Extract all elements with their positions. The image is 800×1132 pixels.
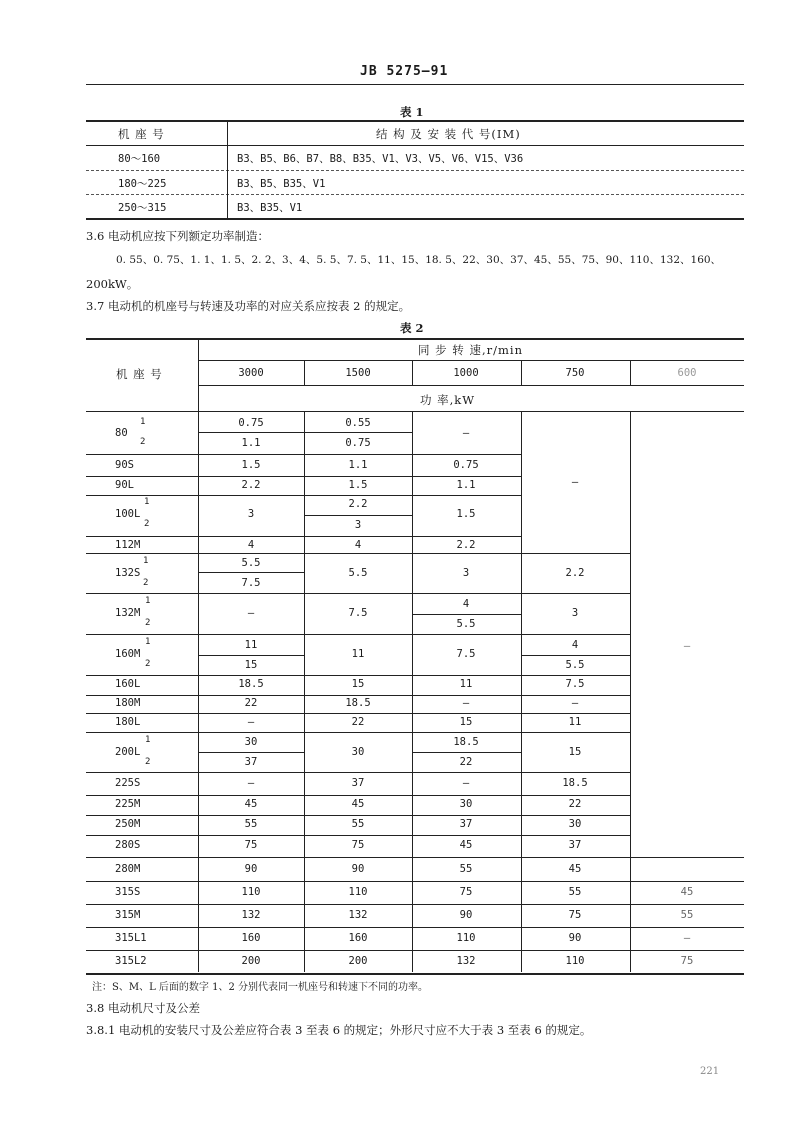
table-2-speed-1500: 1500 <box>345 367 371 379</box>
power-cell-600: 75 <box>680 955 694 967</box>
frame-cell: 225M <box>115 798 141 810</box>
power-cell-1500: 15 <box>351 678 365 690</box>
power-cell-1000: 5.5 <box>456 618 476 630</box>
power-cell-1500: 11 <box>351 648 365 660</box>
section-3-6-line-1: 0. 55、0. 75、1. 1、1. 5、2. 2、3、4、5. 5、7. 5、11、15、18. 5、22、30、37、45、55、75、90、110、132、160、 <box>116 254 722 266</box>
power-cell-3000: 75 <box>244 839 258 851</box>
power-cell-1500: 3 <box>354 519 362 531</box>
power-cell-3000: 1.5 <box>241 459 261 471</box>
frame-cell: 315M <box>115 909 141 921</box>
table-2-speed-750: 750 <box>565 367 585 379</box>
power-cell-750: — <box>571 476 579 488</box>
power-cell-1500: 75 <box>351 839 365 851</box>
power-cell-1000: — <box>462 777 470 789</box>
power-cell-1000: 75 <box>459 886 473 898</box>
frame-cell: 132M <box>115 607 141 619</box>
power-cell-1000: — <box>462 697 470 709</box>
frame-sub-index: 1 <box>140 417 146 427</box>
power-cell-1000: 55 <box>459 863 473 875</box>
frame-sub-index: 1 <box>144 497 150 507</box>
frame-sub-index: 2 <box>145 659 151 669</box>
power-cell-1000: 0.75 <box>453 459 479 471</box>
power-cell-1000: 1.5 <box>456 508 476 520</box>
power-cell-1000: 11 <box>459 678 473 690</box>
table-2-power-header: 功 率,kW <box>420 393 476 407</box>
table-1-codes-cell: B3、B5、B35、V1 <box>237 178 326 190</box>
power-cell-3000: 132 <box>241 909 261 921</box>
power-cell-3000: 7.5 <box>241 577 261 589</box>
power-cell-3000: 1.1 <box>241 437 261 449</box>
power-cell-750: 11 <box>568 716 582 728</box>
power-cell-3000: 5.5 <box>241 557 261 569</box>
table-2-title: 表 2 <box>400 321 424 335</box>
power-cell-600: 55 <box>680 909 694 921</box>
power-cell-750: 15 <box>568 746 582 758</box>
frame-cell: 112M <box>115 539 141 551</box>
power-cell-3000: 30 <box>244 736 258 748</box>
power-cell-3000: 160 <box>241 932 261 944</box>
power-cell-3000: 2.2 <box>241 479 261 491</box>
power-cell-600: 45 <box>680 886 694 898</box>
power-cell-1000: 18.5 <box>453 736 479 748</box>
power-cell-1000: 45 <box>459 839 473 851</box>
power-cell-750: 5.5 <box>565 659 585 671</box>
section-3-6-line-2: 200kW。 <box>86 277 139 291</box>
frame-cell: 315S <box>115 886 141 898</box>
power-cell-3000: 4 <box>247 539 255 551</box>
power-cell-3000: 22 <box>244 697 258 709</box>
power-cell-1500: 30 <box>351 746 365 758</box>
power-cell-1000: 110 <box>456 932 476 944</box>
frame-cell: 90S <box>115 459 134 471</box>
power-cell-1000: — <box>462 427 470 439</box>
power-cell-1500: 45 <box>351 798 365 810</box>
frame-cell: 280S <box>115 839 141 851</box>
power-cell-3000: 18.5 <box>238 678 264 690</box>
power-cell-1000: 2.2 <box>456 539 476 551</box>
power-cell-1500: 18.5 <box>345 697 371 709</box>
frame-sub-index: 1 <box>145 637 151 647</box>
table-1-frame-cell: 80～160 <box>118 153 161 165</box>
power-cell-3000: — <box>247 777 255 789</box>
frame-cell: 90L <box>115 479 134 491</box>
frame-cell: 225S <box>115 777 141 789</box>
power-cell-1000: 22 <box>459 756 473 768</box>
section-3-7-heading: 3.7 电动机的机座号与转速及功率的对应关系应按表 2 的规定。 <box>86 299 411 313</box>
power-cell-1500: 200 <box>348 955 368 967</box>
frame-sub-index: 2 <box>145 757 151 767</box>
power-cell-750: — <box>571 697 579 709</box>
power-cell-750: 7.5 <box>565 678 585 690</box>
frame-cell: 180L <box>115 716 141 728</box>
frame-sub-index: 2 <box>145 618 151 628</box>
table-1-frame-cell: 180～225 <box>118 178 167 190</box>
frame-sub-index: 2 <box>140 437 146 447</box>
power-cell-3000: 200 <box>241 955 261 967</box>
frame-cell: 132S <box>115 567 141 579</box>
frame-sub-index: 2 <box>143 578 149 588</box>
power-cell-1500: 90 <box>351 863 365 875</box>
table-1-codes-cell: B3、B35、V1 <box>237 202 303 214</box>
power-cell-1000: 30 <box>459 798 473 810</box>
power-cell-750: 18.5 <box>562 777 588 789</box>
power-cell-750: 3 <box>571 607 579 619</box>
header-rule <box>86 84 744 85</box>
power-cell-3000: 55 <box>244 818 258 830</box>
frame-sub-index: 1 <box>145 735 151 745</box>
table-2-speed-header: 同 步 转 速,r/min <box>418 343 523 357</box>
power-cell-750: 37 <box>568 839 582 851</box>
power-cell-1000: 4 <box>462 598 470 610</box>
power-cell-1000: 90 <box>459 909 473 921</box>
power-cell-1000: 37 <box>459 818 473 830</box>
power-cell-1500: 2.2 <box>348 498 368 510</box>
power-cell-750: 2.2 <box>565 567 585 579</box>
power-cell-750: 4 <box>571 639 579 651</box>
frame-sub-index: 2 <box>144 519 150 529</box>
power-cell-1500: 110 <box>348 886 368 898</box>
power-cell-3000: 90 <box>244 863 258 875</box>
power-cell-3000: 0.75 <box>238 417 264 429</box>
power-cell-3000: 45 <box>244 798 258 810</box>
power-cell-1500: 0.75 <box>345 437 371 449</box>
power-cell-750: 45 <box>568 863 582 875</box>
table-1-title: 表 1 <box>400 105 424 119</box>
frame-cell: 200L <box>115 746 141 758</box>
table-1-frame-cell: 250～315 <box>118 202 167 214</box>
table-2-note: 注：S、M、L 后面的数字 1、2 分别代表同一机座号和转速下不同的功率。 <box>92 982 428 993</box>
power-cell-3000: 15 <box>244 659 258 671</box>
power-cell-3000: 3 <box>247 508 255 520</box>
power-cell-1000: 132 <box>456 955 476 967</box>
frame-sub-index: 1 <box>143 556 149 566</box>
frame-cell: 80 <box>115 427 128 439</box>
power-cell-1500: 1.1 <box>348 459 368 471</box>
power-cell-1500: 22 <box>351 716 365 728</box>
power-cell-750: 110 <box>565 955 585 967</box>
table-1-header-frame: 机 座 号 <box>118 127 165 141</box>
power-cell-3000: 11 <box>244 639 258 651</box>
section-3-6-heading: 3.6 电动机应按下列额定功率制造： <box>86 229 269 243</box>
power-cell-600: — <box>683 932 691 944</box>
table-1-header-codes: 结 构 及 安 装 代 号(IM) <box>376 127 521 141</box>
power-cell-1500: 160 <box>348 932 368 944</box>
frame-cell: 250M <box>115 818 141 830</box>
page-number: 221 <box>700 1066 720 1077</box>
power-cell-1000: 7.5 <box>456 648 476 660</box>
power-cell-1000: 15 <box>459 716 473 728</box>
frame-cell: 315L2 <box>115 955 147 967</box>
power-cell-3000: 37 <box>244 756 258 768</box>
power-cell-1500: 1.5 <box>348 479 368 491</box>
frame-cell: 315L1 <box>115 932 147 944</box>
frame-sub-index: 1 <box>145 596 151 606</box>
section-3-8-1-text: 3.8.1 电动机的安装尺寸及公差应符合表 3 至表 6 的规定；外形尺寸应不大于表 3 至表 6 的规定。 <box>86 1023 592 1037</box>
table-2-speed-1000: 1000 <box>453 367 479 379</box>
power-cell-3000: — <box>247 607 255 619</box>
power-cell-1500: 5.5 <box>348 567 368 579</box>
table-2-speed-600: 600 <box>677 367 697 379</box>
power-cell-1500: 55 <box>351 818 365 830</box>
power-cell-3000: 110 <box>241 886 261 898</box>
frame-cell: 160M <box>115 648 141 660</box>
power-cell-750: 30 <box>568 818 582 830</box>
frame-cell: 280M <box>115 863 141 875</box>
table-1-codes-cell: B3、B5、B6、B7、B8、B35、V1、V3、V5、V6、V15、V36 <box>237 153 524 165</box>
power-cell-750: 90 <box>568 932 582 944</box>
power-cell-1500: 4 <box>354 539 362 551</box>
power-cell-1500: 7.5 <box>348 607 368 619</box>
power-cell-3000: — <box>247 716 255 728</box>
table-2-speed-3000: 3000 <box>238 367 264 379</box>
power-cell-1500: 0.55 <box>345 417 371 429</box>
power-cell-600: — <box>683 640 691 652</box>
power-cell-750: 22 <box>568 798 582 810</box>
section-3-8-heading: 3.8 电动机尺寸及公差 <box>86 1001 200 1015</box>
power-cell-1000: 3 <box>462 567 470 579</box>
power-cell-750: 75 <box>568 909 582 921</box>
power-cell-1500: 37 <box>351 777 365 789</box>
table-2-frame-header: 机 座 号 <box>116 367 163 381</box>
standard-number: JB 5275—91 <box>360 64 449 79</box>
frame-cell: 160L <box>115 678 141 690</box>
power-cell-1000: 1.1 <box>456 479 476 491</box>
frame-cell: 180M <box>115 697 141 709</box>
frame-cell: 100L <box>115 508 141 520</box>
power-cell-750: 55 <box>568 886 582 898</box>
power-cell-1500: 132 <box>348 909 368 921</box>
